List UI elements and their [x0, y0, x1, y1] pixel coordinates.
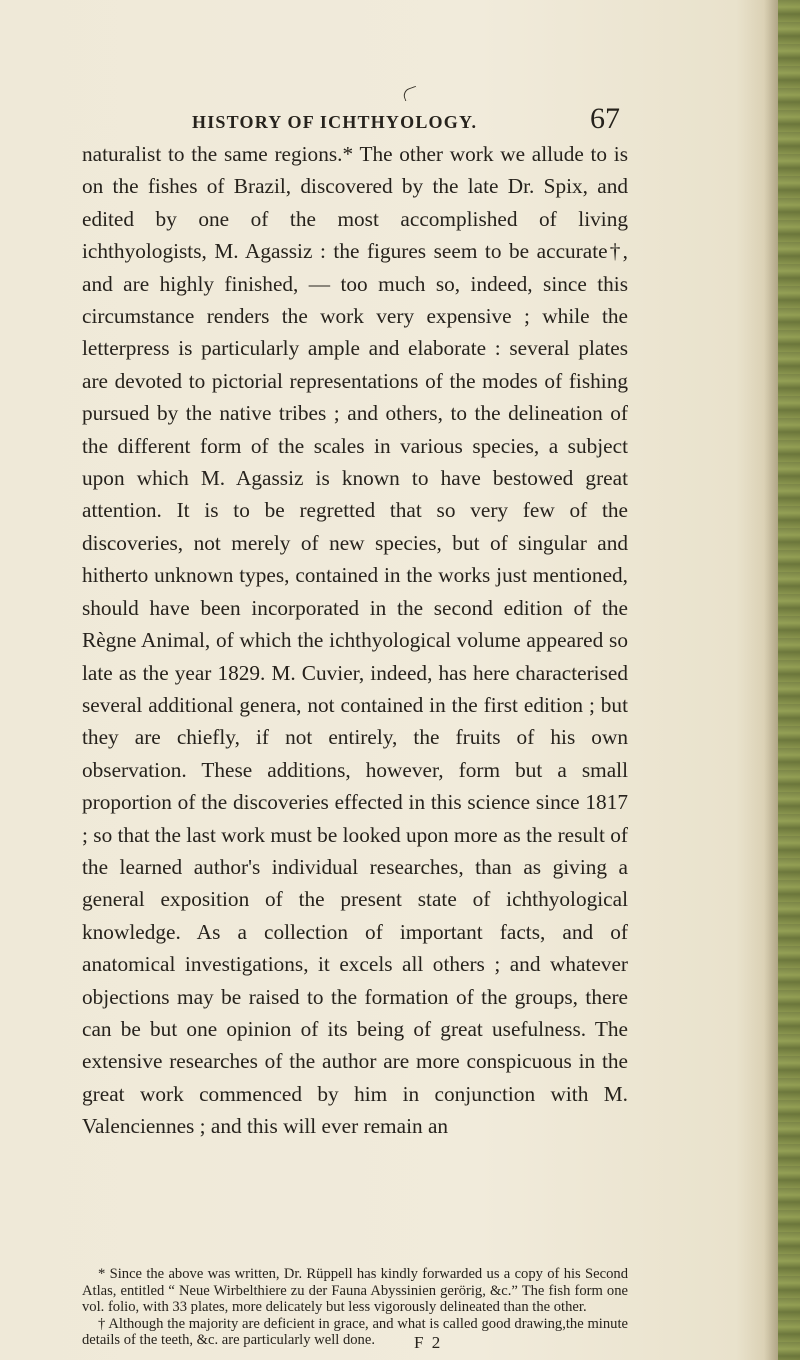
- ink-mark: [402, 86, 420, 101]
- footnote-1: * Since the above was written, Dr. Rüppell has kindly forwarded us a copy of his Second Atlas, entitled “ Neue Wirbelthiere zu der Fauna Abyssinien gerörig, &c.” The fish form one vol. folio, with 33 plates, more delicately but less vigorously delineated than the other.: [82, 1266, 628, 1316]
- footnotes: [82, 1266, 628, 1349]
- running-head: HISTORY OF ICHTHYOLOGY.: [192, 112, 478, 132]
- main-text: [82, 138, 628, 1143]
- page-edge-shadow: [764, 0, 778, 1360]
- book-cover-edge: [778, 0, 800, 1360]
- footnote-2: † Although the majority are deficient in grace, and what is called good drawing,the minute details of the teeth, &c. are particularly well done.: [82, 1315, 628, 1349]
- page-number: 67: [590, 102, 620, 135]
- body-paragraph: naturalist to the same regions.* The other work we allude to is on the fishes of Brazil, discovered by the late Dr. Spix, and edited by one of the most accomplished of living ichthyologists, M. Agassiz : the figures seem to be accurate†, and are highly finished, — too much so, indeed, since this circumstance renders the work very expensive ; while the letterpress is particularly ample and elaborate : several plates are devoted to pictorial representations of the modes of fishing pursued by the native tribes ; and others, to the delineation of the different form of the scales in various species, a subject upon which M. Agassiz is known to have bestowed great attention. It is to be regretted that so very few of the discoveries, not merely of new species, but of singular and hitherto unknown types, contained in the works just mentioned, should have been incorporated in the second edition of the Règne Animal, of which the ichthyological volume appeared so late as the year 1829. M. Cuvier, indeed, has here characterised several additional genera, not contained in the first edition ; but they are chiefly, if not entirely, the fruits of his own observation. These additions, however, form but a small proportion of the discoveries effected in this science since 1817 ; so that the last work must be looked upon more as the result of the learned author's individual researches, than as giving a general exposition of the present state of ichthyological knowledge. As a collection of important facts, and of anatomical investigations, it excels all others ; and whatever objections may be raised to the formation of the groups, there can be but one opinion of its being of great usefulness. The extensive researches of the author are more conspicuous in the great work commenced by him in conjunction with M. Valenciennes ; and this will ever remain an: [82, 142, 628, 1139]
- signature-mark: F 2: [414, 1333, 443, 1352]
